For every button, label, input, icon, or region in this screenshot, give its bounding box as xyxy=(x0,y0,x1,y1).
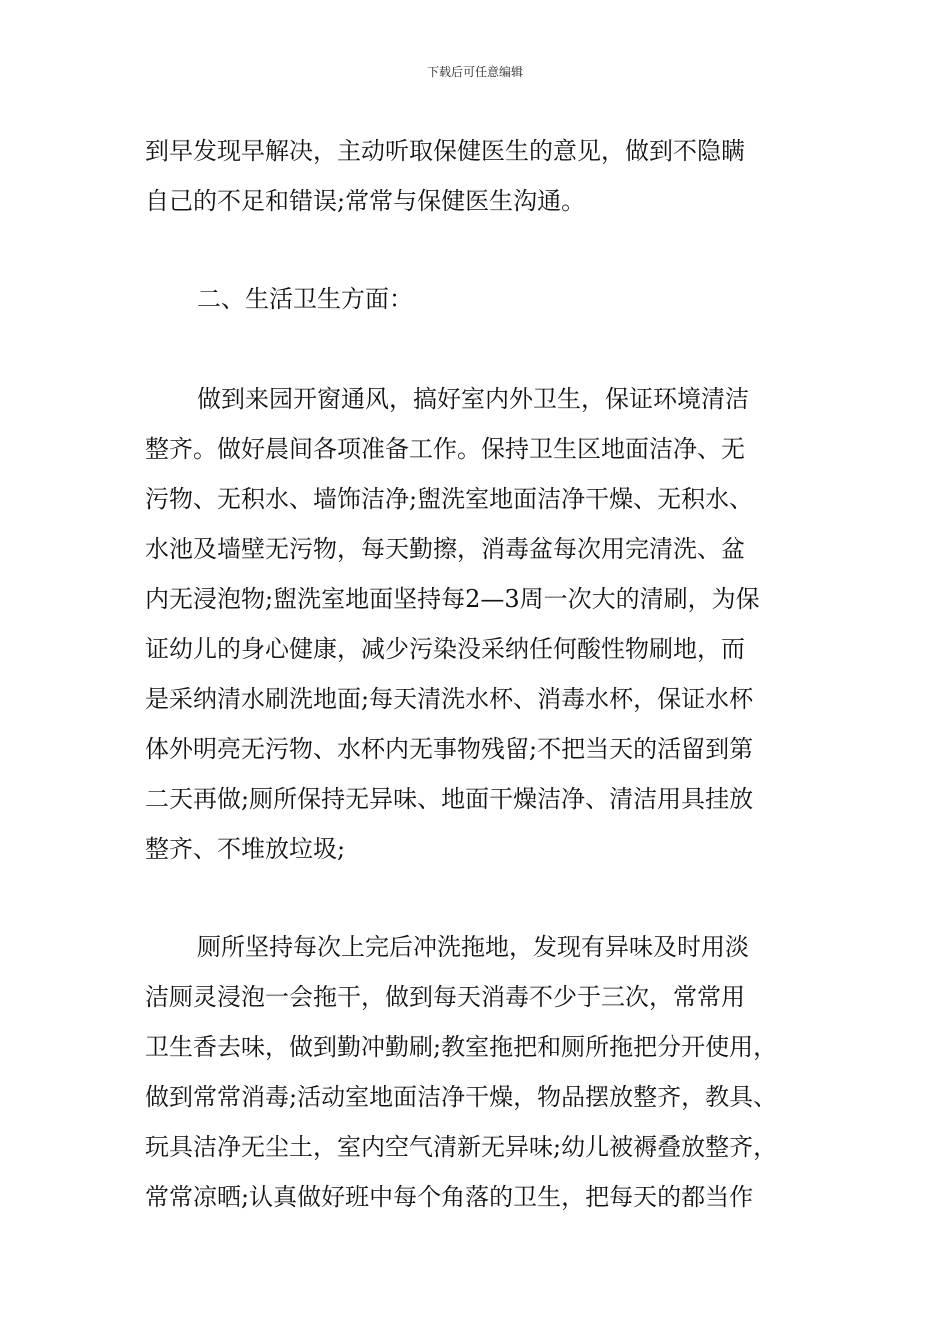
paragraph-line: 卫生香去味，做到勤冲勤刷;教室拖把和厕所拖把分开使用， xyxy=(145,1033,778,1061)
paragraph-line: 体外明亮无污物、水杯内无事物残留;不把当天的活留到第 xyxy=(145,735,754,763)
paragraph-line: 是采纳清水刷洗地面;每天清洗水杯、消毒水杯，保证水杯 xyxy=(145,685,754,713)
paragraph-line: 玩具洁净无尘土，室内空气清新无异味;幼儿被褥叠放整齐， xyxy=(145,1133,778,1161)
paragraph-line: 证幼儿的身心健康，减少污染没采纳任何酸性物刷地，而 xyxy=(145,635,745,663)
paragraph-line: 内无浸泡物;盥洗室地面坚持每2—3周一次大的清刷，为保 xyxy=(145,585,760,613)
paragraph-line: 做到来园开窗通风，搞好室内外卫生，保证环境清洁 xyxy=(197,385,749,413)
paragraph-3 xyxy=(145,374,815,874)
paragraph-line: 厕所坚持每次上完后冲洗拖地，发现有异味及时用淡 xyxy=(197,933,749,961)
paragraph-line: 整齐、不堆放垃圾; xyxy=(145,835,346,863)
paragraph-4 xyxy=(145,922,815,1222)
page-header: 下载后可任意编辑 xyxy=(426,65,523,79)
paragraph-line: 到早发现早解决，主动听取保健医生的意见，做到不隐瞒 xyxy=(145,137,745,165)
paragraph-line: 水池及墙壁无污物，每天勤擦，消毒盆每次用完清洗、盆 xyxy=(145,535,745,563)
paragraph-line: 洁厕灵浸泡一会拖干，做到每天消毒不少于三次，常常用 xyxy=(145,983,745,1011)
paragraph-line: 常常凉晒;认真做好班中每个角落的卫生，把每天的都当作 xyxy=(145,1183,754,1211)
section-heading-text: 二、生活卫生方面： xyxy=(197,285,413,313)
paragraph-line: 污物、无积水、墙饰洁净;盥洗室地面洁净干燥、无积水、 xyxy=(145,485,754,513)
paragraph-1 xyxy=(145,126,815,226)
paragraph-line: 做到常常消毒;活动室地面洁净干燥，物品摆放整齐，教具、 xyxy=(145,1083,778,1111)
paragraph-line: 二天再做;厕所保持无异味、地面干燥洁净、清洁用具挂放 xyxy=(145,785,754,813)
paragraph-line: 整齐。做好晨间各项准备工作。保持卫生区地面洁净、无 xyxy=(145,435,745,463)
section-heading xyxy=(145,274,815,324)
paragraph-line: 自己的不足和错误;常常与保健医生沟通。 xyxy=(145,187,586,215)
